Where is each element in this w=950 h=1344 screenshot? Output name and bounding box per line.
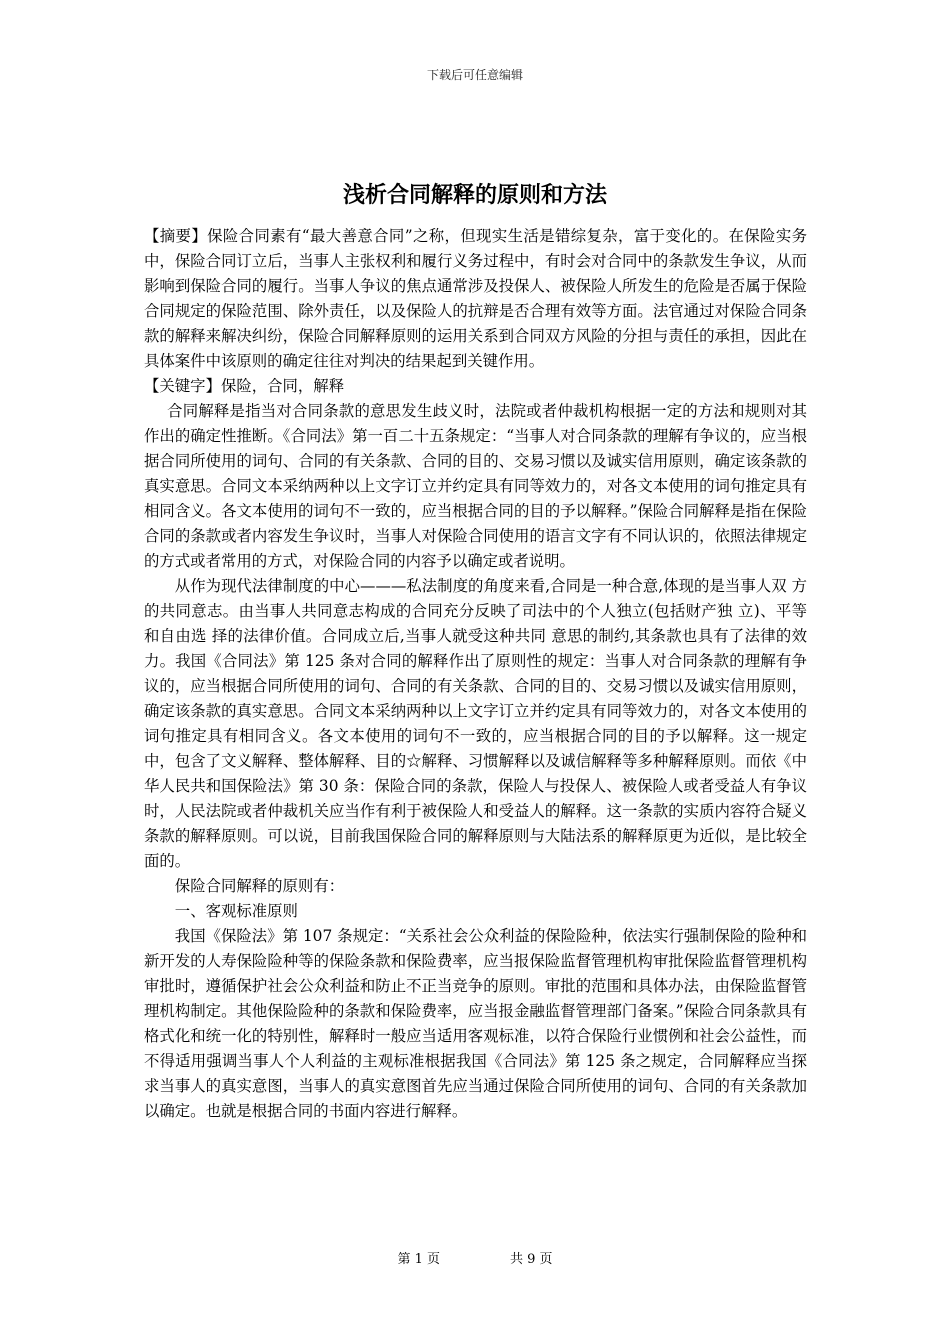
page-number-current: 第 1 页 xyxy=(397,1252,440,1267)
body-paragraph-private-law: 从作为现代法律制度的中心———私法制度的角度来看,合同是一种合意,体现的是当事人双 方的共同意志。由当事人共同意志构成的合同充分反映了司法中的个人独立(包括财产独 立)、平等和自由选 择的法律价值。合同成立后,当事人就受这种共同 意思的制约,其条款也具有了法律的效力。我国《合同法》第 125 条对合同的解释作出了原则性的规定：当事人对合同条款的理解有争议的，应当根据合同所使用的词句、合同的有关条款、合同的目的、交易习惯以及诚实信用原则，确定该条款的真实意思。合同文本采纳两种以上文字订立并约定具有同等效力的，对各文本使用的词句推定具有相同含义。各文本使用的词句不一致的，应当根据合同的目的予以解释。这一规定中，包含了文义解释、整体解释、目的☆解释、习惯解释以及诚信解释等多种解释原则。而依《中华人民共和国保险法》第 30 条：保险合同的条款，保险人与投保人、被保险人或者受益人有争议时，人民法院或者仲裁机关应当作有利于被保险人和受益人的解释。这一条款的实质内容符合疑义条款的解释原则。可以说，目前我国保险合同的解释原则与大陆法系的解释原更为近似，是比较全面的。 xyxy=(144,577,807,870)
document-title: 浅析合同解释的原则和方法 xyxy=(342,183,607,208)
page-number-total: 共 9 页 xyxy=(510,1252,553,1267)
abstract-paragraph: 【摘要】保险合同素有“最大善意合同”之称，但现实生活是错综复杂，富于变化的。在保险实务中，保险合同订立后，当事人主张权利和履行义务过程中，有时会对合同中的条款发生争议，从而影响到保险合同的履行。当事人争议的焦点通常涉及投保人、被保险人所发生的危险是否属于保险合同规定的保险范围、除外责任，以及保险人的抗辩是否合理有效等方面。法官通过对保险合同条款的解释来解决纠纷，保险合同解释原则的运用关系到合同双方风险的分担与责任的承担，因此在具体案件中该原则的确定往往对判决的结果起到关键作用。 xyxy=(144,227,807,370)
body-paragraph-definition: 合同解释是指当对合同条款的意思发生歧义时，法院或者仲裁机构根据一定的方法和规则对其作出的确定性推断。《合同法》第一百二十五条规定：“当事人对合同条款的理解有争议的，应当根据合同所使用的词句、合同的有关条款、合同的目的、交易习惯以及诚实信用原则，确定该条款的真实意思。合同文本采纳两种以上文字订立并约定具有同等效力的，对各文本使用的词句推定具有相同含义。各文本使用的词句不一致的，应当根据合同的目的予以解释。”保险合同解释是指在保险合同的条款或者内容发生争议时，当事人对保险合同使用的语言文字有不同认识的，依照法律规定的方式或者常用的方式，对保险合同的内容予以确定或者说明。 xyxy=(144,402,807,570)
keywords-line: 【关键字】保险，合同，解释 xyxy=(144,377,345,395)
page-footer xyxy=(0,1248,950,1267)
section-heading-objective-standard: 一、客观标准原则 xyxy=(174,902,298,920)
page-header-note: 下载后可任意编辑 xyxy=(426,68,523,82)
body-paragraph-insurance-law-107: 我国《保险法》第 107 条规定：“关系社会公众利益的保险险种，依法实行强制保险的险种和新开发的人寿保险险种等的保险条款和保险费率，应当报保险监督管理机构审批保险监督管理机构审批时，遵循保护社会公众利益和防止不正当竞争的原则。审批的范围和具体办法，由保险监督管理机构制定。其他保险险种的条款和保险费率，应当报金融监督管理部门备案。”保险合同条款具有格式化和统一化的特别性，解释时一般应当适用客观标准，以符合保险行业惯例和社会公益性，而不得适用强调当事人个人利益的主观标准根据我国《合同法》第 125 条之规定，合同解释应当探求当事人的真实意图，当事人的真实意图首先应当通过保险合同所使用的词句、合同的有关条款加以确定。也就是根据合同的书面内容进行解释。 xyxy=(144,927,807,1120)
document-body xyxy=(144,224,807,1124)
body-paragraph-principles-intro: 保险合同解释的原则有： xyxy=(174,877,345,895)
